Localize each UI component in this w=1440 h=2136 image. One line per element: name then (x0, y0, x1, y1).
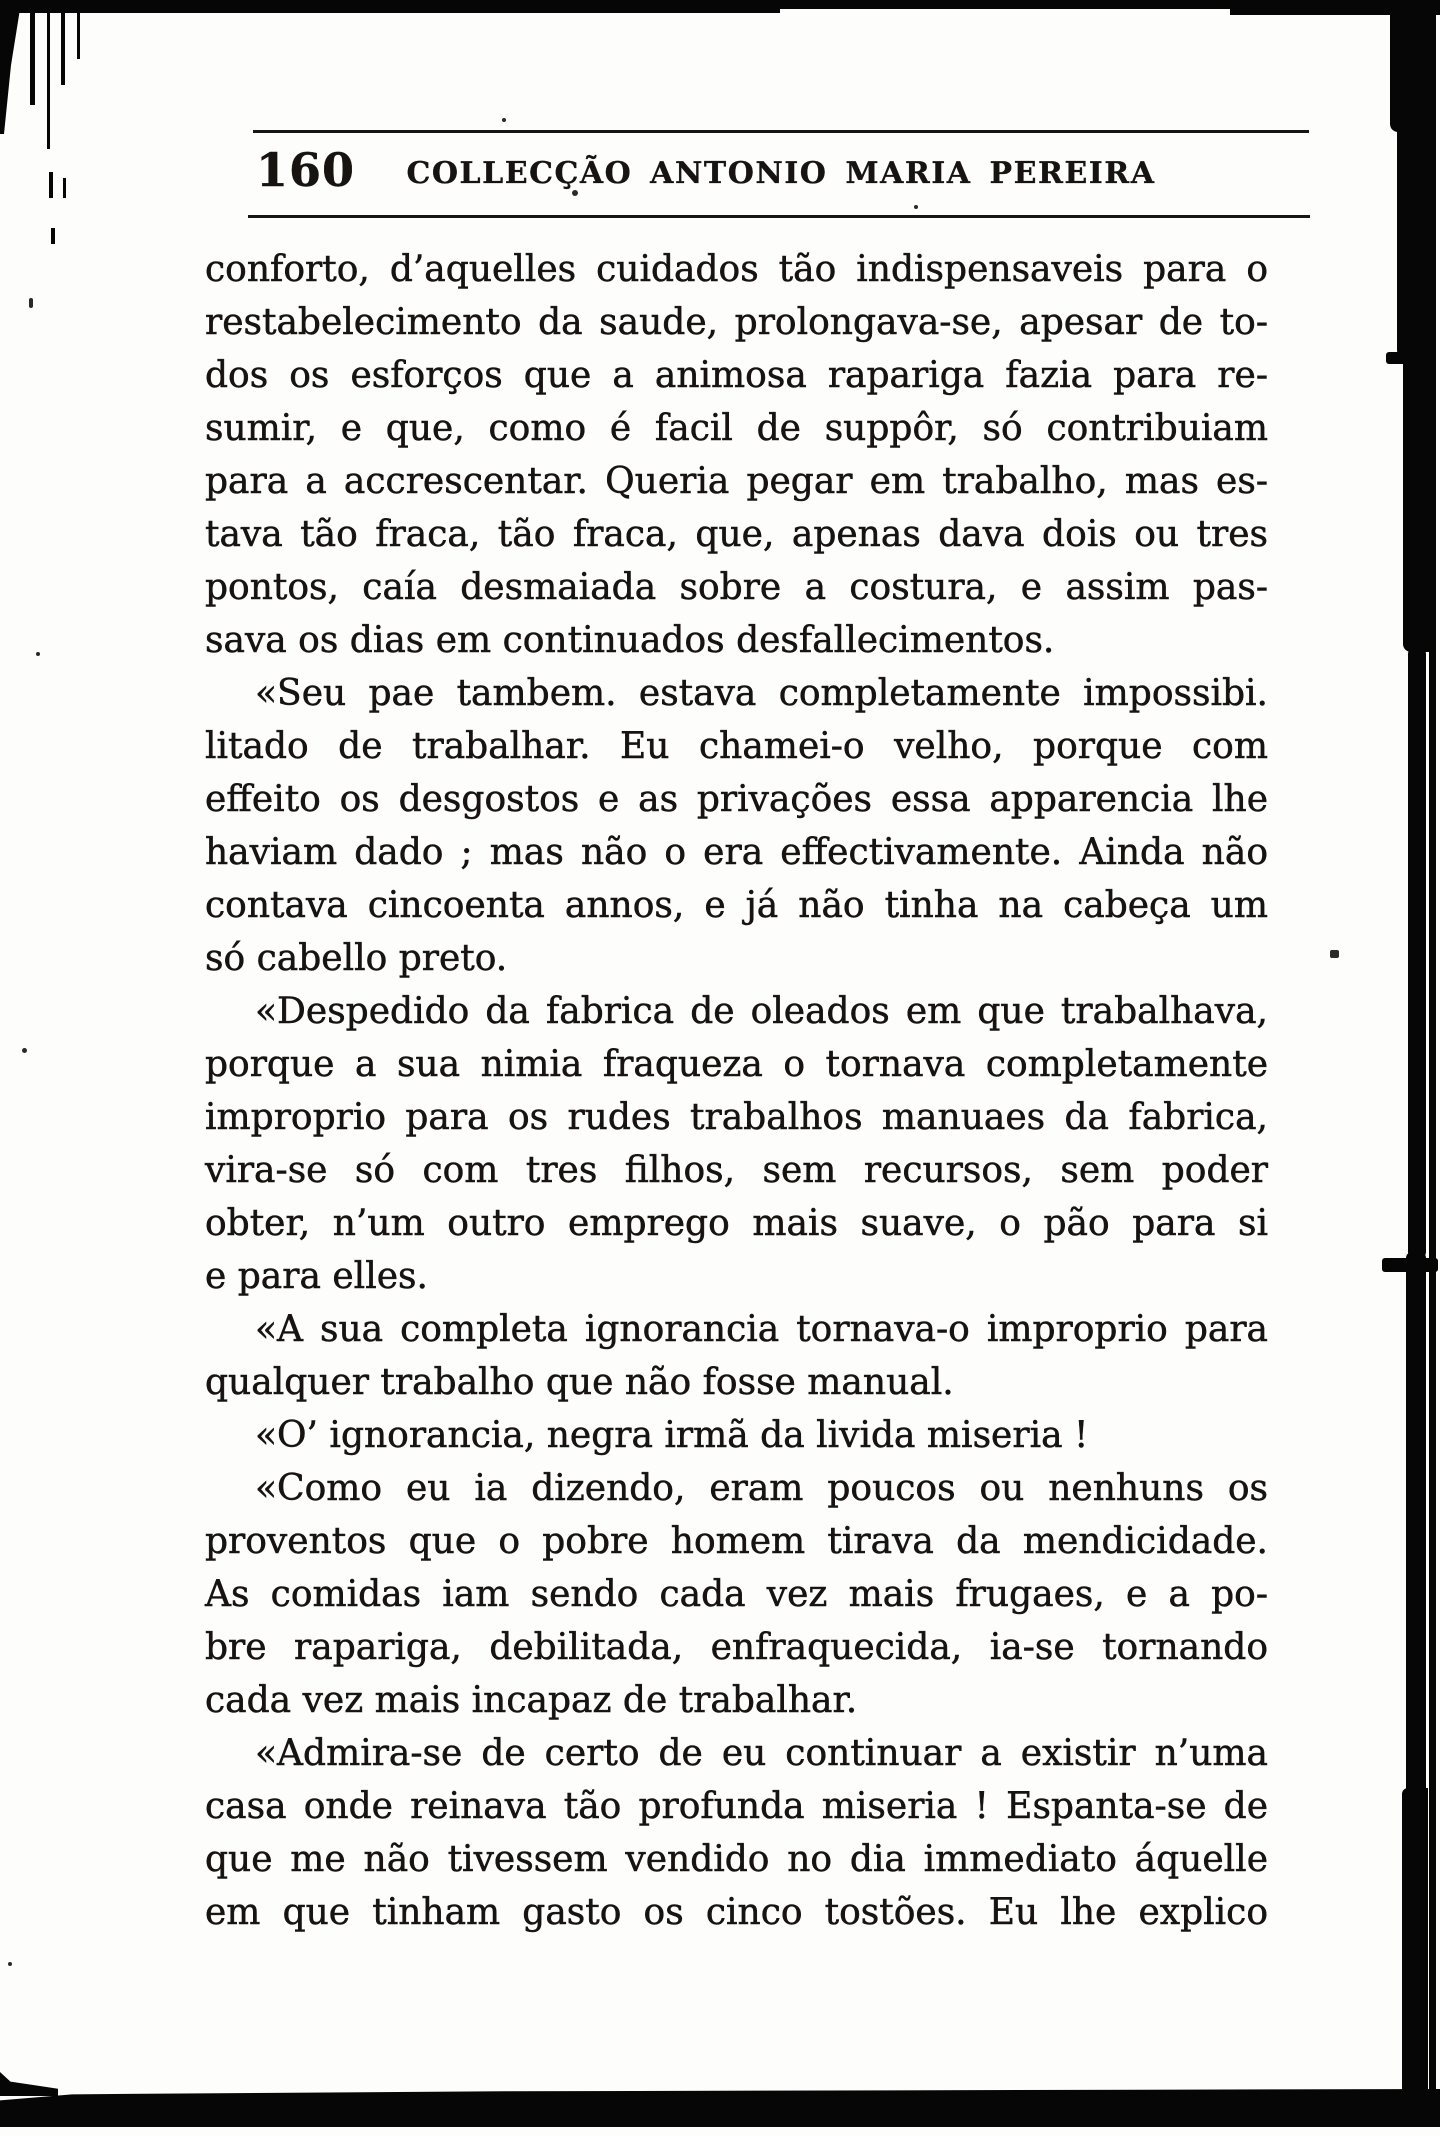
text-line: vira-se só com tres filhos, sem recursos, sem poder (205, 1150, 1268, 1191)
scan-streak (61, 9, 65, 85)
text-line: obter, n’um outro emprego mais suave, o pão para si (205, 1203, 1268, 1244)
text-line: casa onde reinava tão profunda miseria ! Espanta-se de (205, 1786, 1268, 1827)
text-line: cada vez mais incapaz de trabalhar. (205, 1680, 858, 1721)
scan-streak (47, 9, 50, 149)
text-line: dos os esforços que a animosa rapariga fazia para re- (205, 355, 1268, 396)
text-line: effeito os desgostos e as privações essa apparencia lhe (205, 779, 1268, 820)
text-line: improprio para os rudes trabalhos manuaes da fabrica, (205, 1097, 1268, 1138)
text-line: bre rapariga, debilitada, enfraquecida, ia-se tornando (205, 1627, 1268, 1668)
scan-binding-shadow (1408, 648, 1426, 1258)
text-line: para a accrescentar. Queria pegar em trabalho, mas es- (205, 461, 1268, 502)
scan-binding-shadow (1403, 356, 1430, 652)
text-line: que me não tivessem vendido no dia immediato áquelle (205, 1839, 1268, 1880)
scan-corner-blob (0, 9, 20, 134)
header-rule-bottom (248, 215, 1310, 218)
scan-binding-shadow (1402, 1788, 1428, 2093)
scan-edge-tick (1386, 352, 1436, 364)
scan-edge-tick (1382, 1258, 1438, 1272)
scan-streak (30, 9, 35, 105)
header-rule-top (253, 130, 1309, 133)
text-line: litado de trabalhar. Eu chamei-o velho, porque com (205, 726, 1268, 767)
ink-speck (8, 1962, 12, 1966)
text-line: «A sua completa ignorancia tornava-o improprio para (255, 1309, 1268, 1350)
text-line: conforto, d’aquelles cuidados tão indispensaveis para o (205, 249, 1268, 290)
ink-speck (914, 205, 918, 209)
scan-binding-shadow (1397, 128, 1432, 360)
page-number: 160 (256, 143, 356, 197)
text-line: «Seu pae tambem. estava completamente impossibi. (255, 673, 1268, 714)
text-line: As comidas iam sendo cada vez mais frugaes, e a po- (205, 1574, 1268, 1615)
scan-edge-bottom (0, 2089, 1440, 2127)
text-line: sumir, e que, como é facil de suppôr, só contribuiam (205, 408, 1268, 449)
running-header-title: COLLECÇÃO ANTONIO MARIA PEREIRA (406, 156, 1156, 191)
text-line: qualquer trabalho que não fosse manual. (205, 1362, 954, 1403)
scan-streak (49, 172, 53, 198)
scan-streak (63, 178, 66, 198)
text-line: «O’ ignorancia, negra irmã da livida miseria ! (255, 1415, 1089, 1456)
scan-binding-shadow (1390, 0, 1434, 132)
text-line: sava os dias em continuados desfallecimentos. (205, 620, 1055, 661)
text-line: e para elles. (205, 1256, 428, 1297)
scan-streak (51, 228, 55, 244)
text-line: porque a sua nimia fraqueza o tornava completamente (205, 1044, 1268, 1085)
scan-streak (77, 9, 80, 59)
text-line: «Despedido da fabrica de oleados em que trabalhava, (255, 991, 1268, 1032)
ink-speck (502, 118, 506, 122)
scan-edge-bottom-step (0, 2072, 58, 2096)
text-line: haviam dado ; mas não o era effectivamente. Ainda não (205, 832, 1268, 873)
text-line: «Como eu ia dizendo, eram poucos ou nenhuns os (255, 1468, 1268, 1509)
text-line: «Admira-se de certo de eu continuar a existir n’uma (255, 1733, 1268, 1774)
text-line: tava tão fraca, tão fraca, que, apenas dava dois ou tres (205, 514, 1268, 555)
ink-speck (29, 298, 33, 308)
body-text-column (205, 243, 1268, 1939)
text-line: contava cincoenta annos, e já não tinha na cabeça um (205, 885, 1268, 926)
ink-speck (1330, 950, 1339, 958)
text-line: em que tinham gasto os cinco tostões. Eu lhe explico (205, 1892, 1268, 1933)
text-line: restabelecimento da saude, prolongava-se, apesar de to- (205, 302, 1268, 343)
text-line: pontos, caía desmaiada sobre a costura, e assim pas- (205, 567, 1268, 608)
text-line: só cabello preto. (205, 938, 508, 979)
ink-speck (22, 1048, 27, 1053)
scan-edge-top-left (0, 0, 780, 13)
scan-binding-shadow (1406, 1252, 1426, 1797)
ink-speck (36, 652, 40, 656)
text-line: proventos que o pobre homem tirava da mendicidade. (205, 1521, 1268, 1562)
